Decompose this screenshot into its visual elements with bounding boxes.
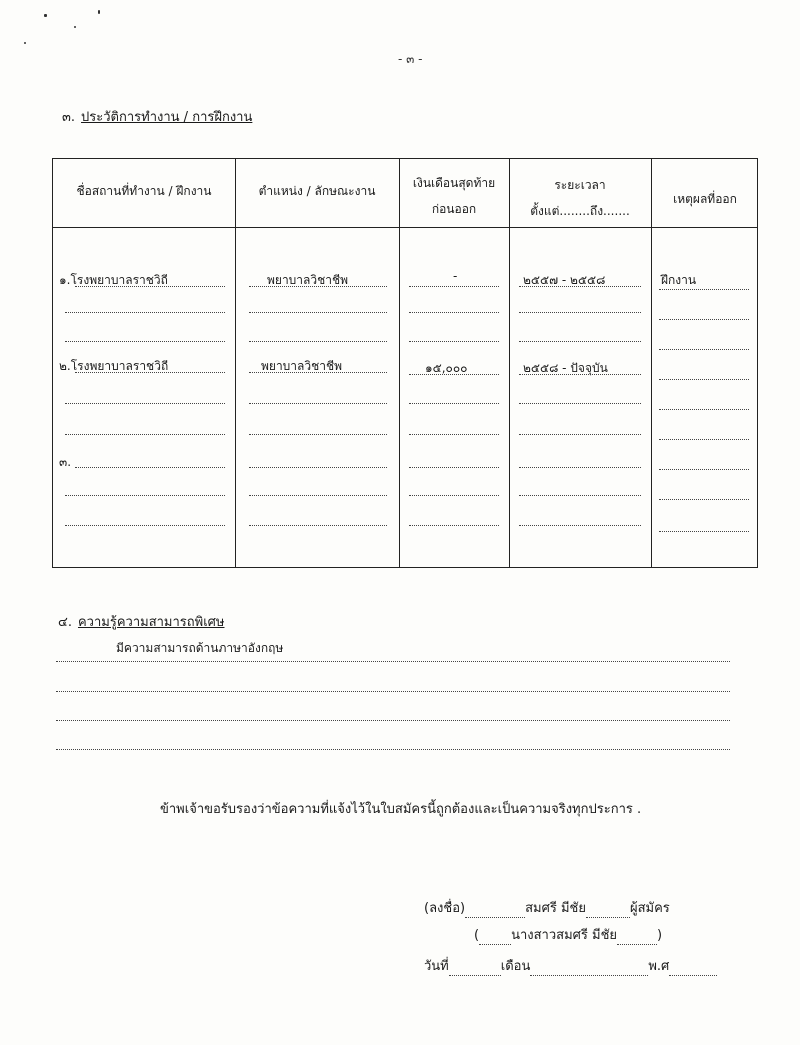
fill-line: [519, 525, 641, 526]
fill-line: [65, 434, 225, 435]
scan-speck: [24, 42, 26, 44]
section-3-number: ๓.: [62, 110, 76, 125]
fill-line: [409, 312, 499, 313]
section-4-title: ความรู้ความสามารถพิเศษ: [77, 615, 225, 630]
fill-line: [519, 286, 641, 287]
section-4-number: ๔.: [58, 615, 72, 630]
row-1-position: พยาบาลวิชาชีพ: [267, 273, 349, 287]
header-divider: [53, 227, 757, 228]
fill-line: [75, 467, 225, 468]
work-history-table: [52, 158, 758, 568]
fill-line: [409, 286, 499, 287]
fill-line: [659, 289, 749, 290]
scan-speck: [44, 14, 47, 17]
fill-line: [249, 495, 387, 496]
fill-line: [519, 434, 641, 435]
fill-line: [519, 495, 641, 496]
fill-line: [659, 439, 749, 440]
fill-line: [56, 720, 730, 721]
fill-line: [249, 312, 387, 313]
row-1-workplace: โรงพยาบาลราชวิถี: [70, 273, 168, 287]
header-position: ตำแหน่ง / ลักษณะงาน: [258, 184, 376, 198]
fill-line: [65, 312, 225, 313]
full-name: นางสาวสมศรี มีชัย: [511, 928, 618, 943]
fill-line: [519, 467, 641, 468]
month-field: [530, 961, 648, 976]
scan-speck: [98, 10, 100, 14]
full-name-line: [474, 924, 662, 945]
row-2-workplace-cell: [59, 357, 168, 376]
fill-line: [75, 372, 225, 373]
header-salary-line2: ก่อนออก: [431, 202, 477, 216]
header-reason: เหตุผลที่ออก: [673, 192, 737, 206]
year-label: พ.ศ: [648, 959, 670, 974]
fill-line: [659, 409, 749, 410]
fill-line: [659, 319, 749, 320]
fill-line: [249, 286, 387, 287]
row-2-salary: ๑๕,๐๐๐: [425, 361, 468, 375]
date-label: วันที่: [424, 959, 449, 974]
fill-line: [659, 499, 749, 500]
sign-label: (ลงชื่อ): [424, 901, 466, 916]
fill-line: [249, 403, 387, 404]
dotted-leader: [479, 930, 511, 945]
fill-line: [409, 525, 499, 526]
signature-line: [424, 897, 670, 918]
dotted-leader: [465, 903, 525, 918]
header-period-line1: ระยะเวลา: [554, 178, 606, 192]
fill-line: [65, 495, 225, 496]
fill-line: [249, 372, 387, 373]
fill-line: [65, 403, 225, 404]
fill-line: [409, 434, 499, 435]
year-field: [669, 961, 717, 976]
row-3-workplace-cell: [59, 453, 71, 472]
fill-line: [659, 379, 749, 380]
open-paren: (: [474, 928, 480, 943]
fill-line: [65, 525, 225, 526]
fill-line: [56, 749, 730, 750]
fill-line: [249, 434, 387, 435]
certification-statement: ข้าพเจ้าขอรับรองว่าข้อความที่แจ้งไว้ในใบสมัครนี้ถูกต้องและเป็นความจริงทุกประการ .: [160, 802, 642, 817]
fill-line: [409, 374, 499, 375]
section-4-answer: มีความสามารถด้านภาษาอังกฤษ: [116, 641, 284, 655]
fill-line: [56, 691, 730, 692]
fill-line: [519, 312, 641, 313]
fill-line: [409, 403, 499, 404]
date-field: [449, 961, 501, 976]
close-paren: ): [657, 928, 663, 943]
fill-line: [659, 349, 749, 350]
row-2-period: ๒๕๕๘ - ปัจจุบัน: [523, 361, 608, 375]
fill-line: [65, 341, 225, 342]
fill-line: [75, 286, 225, 287]
row-1-reason: ฝึกงาน: [661, 273, 697, 287]
month-label: เดือน: [500, 959, 531, 974]
fill-line: [249, 525, 387, 526]
row-3-number: ๓.: [59, 455, 72, 469]
row-2-workplace: โรงพยาบาลราชวิถี: [70, 359, 169, 373]
fill-line: [659, 531, 749, 532]
row-1-workplace-cell: [59, 271, 168, 290]
header-salary-line1: เงินเดือนสุดท้าย: [412, 176, 496, 190]
row-1-salary: -: [453, 269, 458, 283]
section-3-heading: [62, 106, 252, 127]
fill-line: [519, 341, 641, 342]
header-workplace: ชื่อสถานที่ทำงาน / ฝึกงาน: [76, 184, 212, 198]
fill-line: [249, 467, 387, 468]
row-2-number: ๒.: [59, 359, 71, 373]
row-1-number: ๑.: [59, 273, 71, 287]
scan-speck: [74, 26, 76, 28]
row-1-period: ๒๕๕๗ - ๒๕๕๘: [523, 273, 606, 287]
dotted-leader: [586, 903, 630, 918]
signer-name: สมศรี มีชัย: [525, 901, 586, 916]
page-number: - ๓ -: [398, 52, 423, 66]
fill-line: [409, 467, 499, 468]
fill-line: [56, 661, 730, 662]
column-divider: [651, 159, 652, 567]
header-period-line2: ตั้งแต่........ถึง.......: [530, 204, 630, 218]
section-4-heading: [58, 611, 225, 632]
fill-line: [409, 495, 499, 496]
fill-line: [659, 469, 749, 470]
signer-role: ผู้สมัคร: [629, 901, 670, 916]
fill-line: [519, 403, 641, 404]
row-2-position: พยาบาลวิชาชีพ: [261, 359, 343, 373]
column-divider: [235, 159, 236, 567]
section-3-title: ประวัติการทำงาน / การฝึกงาน: [81, 110, 253, 125]
dotted-leader: [617, 930, 657, 945]
fill-line: [249, 341, 387, 342]
fill-line: [519, 374, 641, 375]
fill-line: [409, 341, 499, 342]
date-line: [424, 955, 717, 976]
